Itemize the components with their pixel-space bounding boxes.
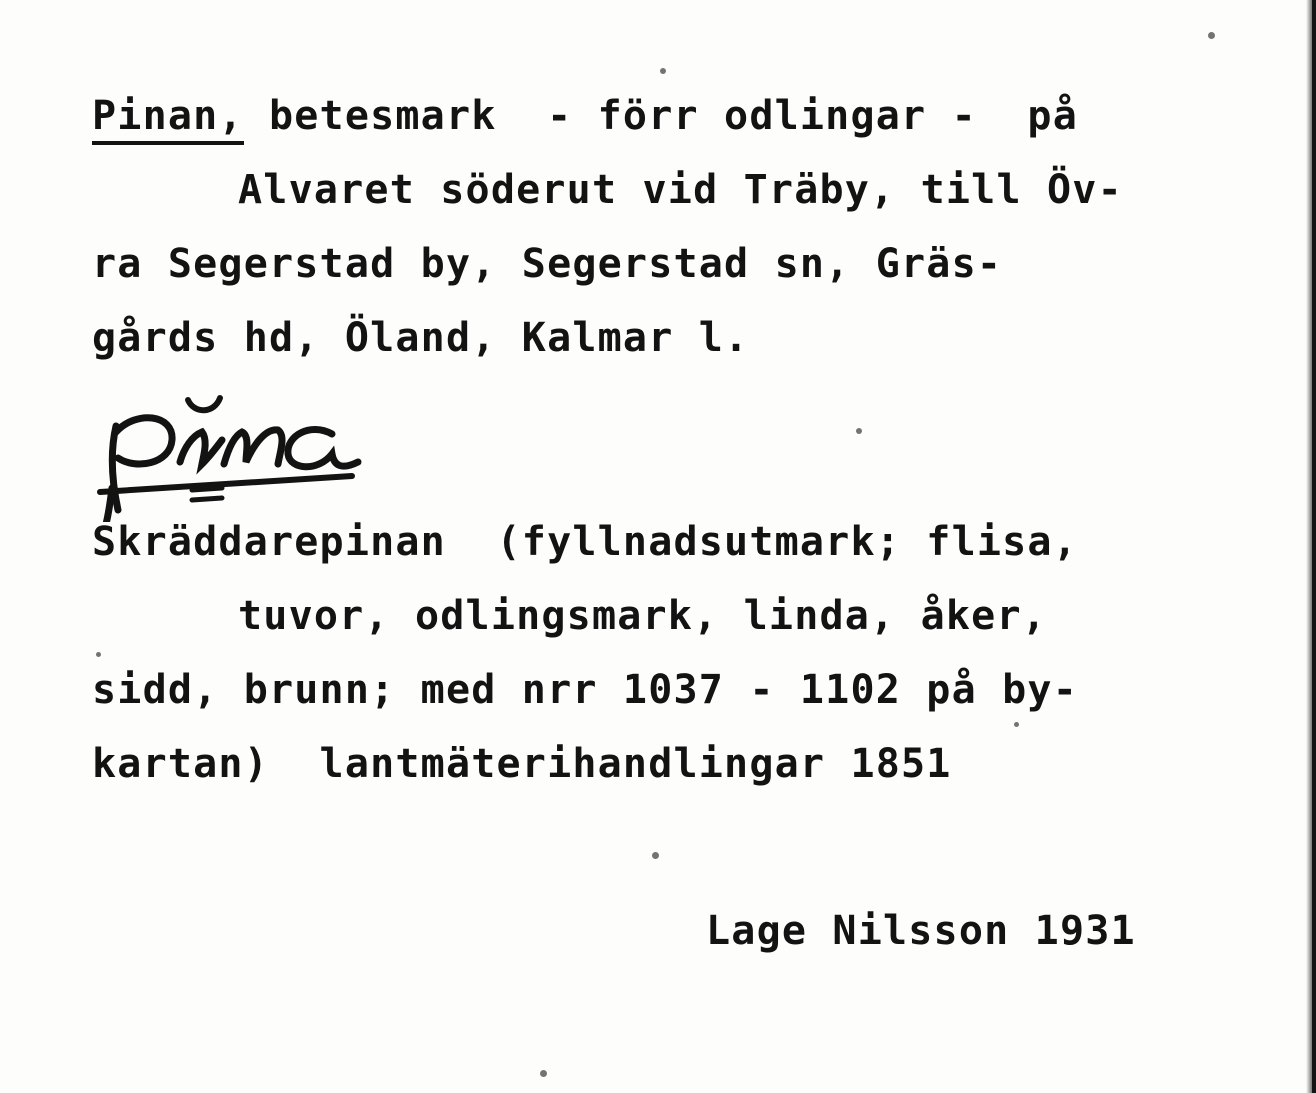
card-line-3: ra Segerstad by, Segerstad sn, Gräs- [92, 241, 1003, 287]
card-line-5: Skräddarepinan (fyllnadsutmark; flisa, [92, 519, 1078, 565]
card-line-8: kartan) lantmäterihandlingar 1851 [92, 741, 952, 787]
scan-speck [856, 428, 862, 434]
card-line-4: gårds hd, Öland, Kalmar l. [92, 315, 750, 361]
scan-speck [660, 68, 666, 74]
scan-speck [1014, 722, 1019, 727]
card-line-7: sidd, brunn; med nrr 1037 - 1102 på by- [92, 667, 1078, 713]
scan-speck [96, 652, 101, 657]
handwritten-pronunciation [96, 392, 386, 522]
scan-edge-border [1312, 0, 1316, 1093]
card-line-2: Alvaret söderut vid Träby, till Öv- [238, 167, 1123, 213]
scan-speck [540, 1070, 547, 1077]
card-line-6: tuvor, odlingsmark, linda, åker, [238, 593, 1048, 639]
scan-speck [652, 852, 659, 859]
card-line-1: Pinan, betesmark - förr odlingar - på [92, 93, 1078, 139]
scan-speck [1208, 32, 1215, 39]
headword-underline [92, 141, 244, 145]
handwriting-ink [96, 392, 386, 522]
signature-line: Lage Nilsson 1931 [706, 908, 1136, 954]
